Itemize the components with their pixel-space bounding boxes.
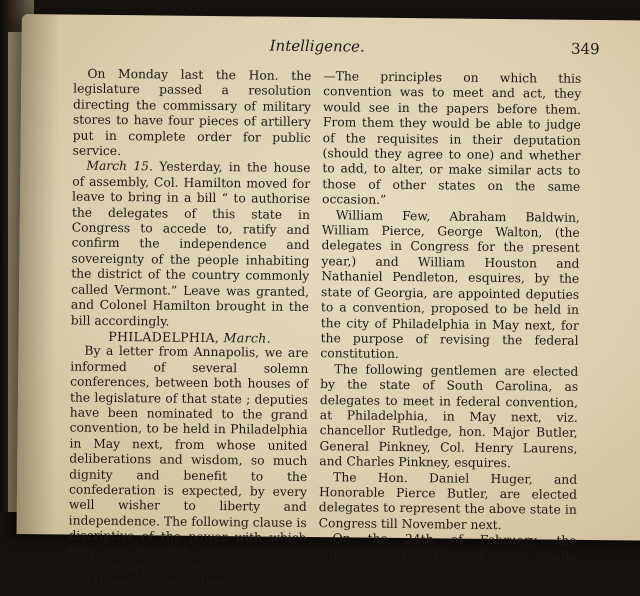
- paragraph-principles: —The principles on which this convention was to meet and act, they would see in the papers before them. From them they would be able to judge of the requisites in their deputation (should they agree to one) and whether to add, to alter, or make similar acts to those of other states on the same occasion.”: [322, 69, 582, 208]
- page-header: [270, 37, 600, 62]
- page-number: 349: [570, 39, 600, 59]
- running-head: Intelligence.: [269, 36, 365, 56]
- heading-month: March.: [223, 330, 272, 346]
- left-column: [68, 67, 311, 593]
- paragraph-huger: The Hon. Daniel Huger, and Honorable Pierce Butler, are elected delegates to represent the above state in Congress till November next.: [318, 469, 578, 532]
- dateline: March 15.: [86, 159, 154, 174]
- paragraph-annapolis: By a letter from Annapolis, we are informed of several solemn conferences, between both houses of the legislature of that state ; deputies have been nominated to the grand convention, to be held in Philadelphia in May next, from whose united deliberations and wisdom, so much dignity and benefit to the confederation is expected, by every well wisher to liberty and independence. The following clause is discriptive of the power with which they are invested.—“ It is agreed, that the deputies from this state, or any three or more of them, be author-: [67, 343, 309, 592]
- paragraph-hamilton: [71, 159, 311, 331]
- paragraph-georgia: William Few, Abraham Baldwin, William Pierce, George Walton, (the delegates in Congress for the present year,) and William Houston and Nathaniel Pendleton, esquires, by the state of Georgia, are appointed deputies to a convention, proposed to be held in the city of Philadelphia in May next, for the purpose of revising the federal constitution.: [320, 207, 580, 362]
- book-page: [17, 14, 640, 592]
- heading-city: PHILADELPHIA,: [108, 328, 220, 345]
- paragraph-massachusetts: On the 24th of February, the legislature of Massachusetts made choice of the hon.: [318, 531, 577, 578]
- paragraph-legislature: On Monday last the Hon. the legislature passed a resolution directing the commissary of military stores to have four pieces of artillery put in complete order for public service.: [72, 66, 312, 159]
- right-column: [318, 69, 581, 580]
- paragraph-hamilton-text: Yesterday, in the house of assembly, Col. Hamilton moved for leave to bring in a bill “ to authorise the delegates of this state in Congress to accede to, ratify and confirm the independence and sovereignty of the people inhabiting the district of the country commonly called Vermont.” Leave was granted, and Colonel Hamilton brought in the bill accordingly.: [70, 159, 311, 329]
- paragraph-south-carolina: The following gentlemen are elected by the state of South Carolina, as delegates to meet in federal convention, at Philadelphia, in May next, viz. chancellor Rutledge, hon. Major Butler, General Pinkney, Col. Henry Laurens, and Charles Pinkney, esquires.: [319, 362, 579, 471]
